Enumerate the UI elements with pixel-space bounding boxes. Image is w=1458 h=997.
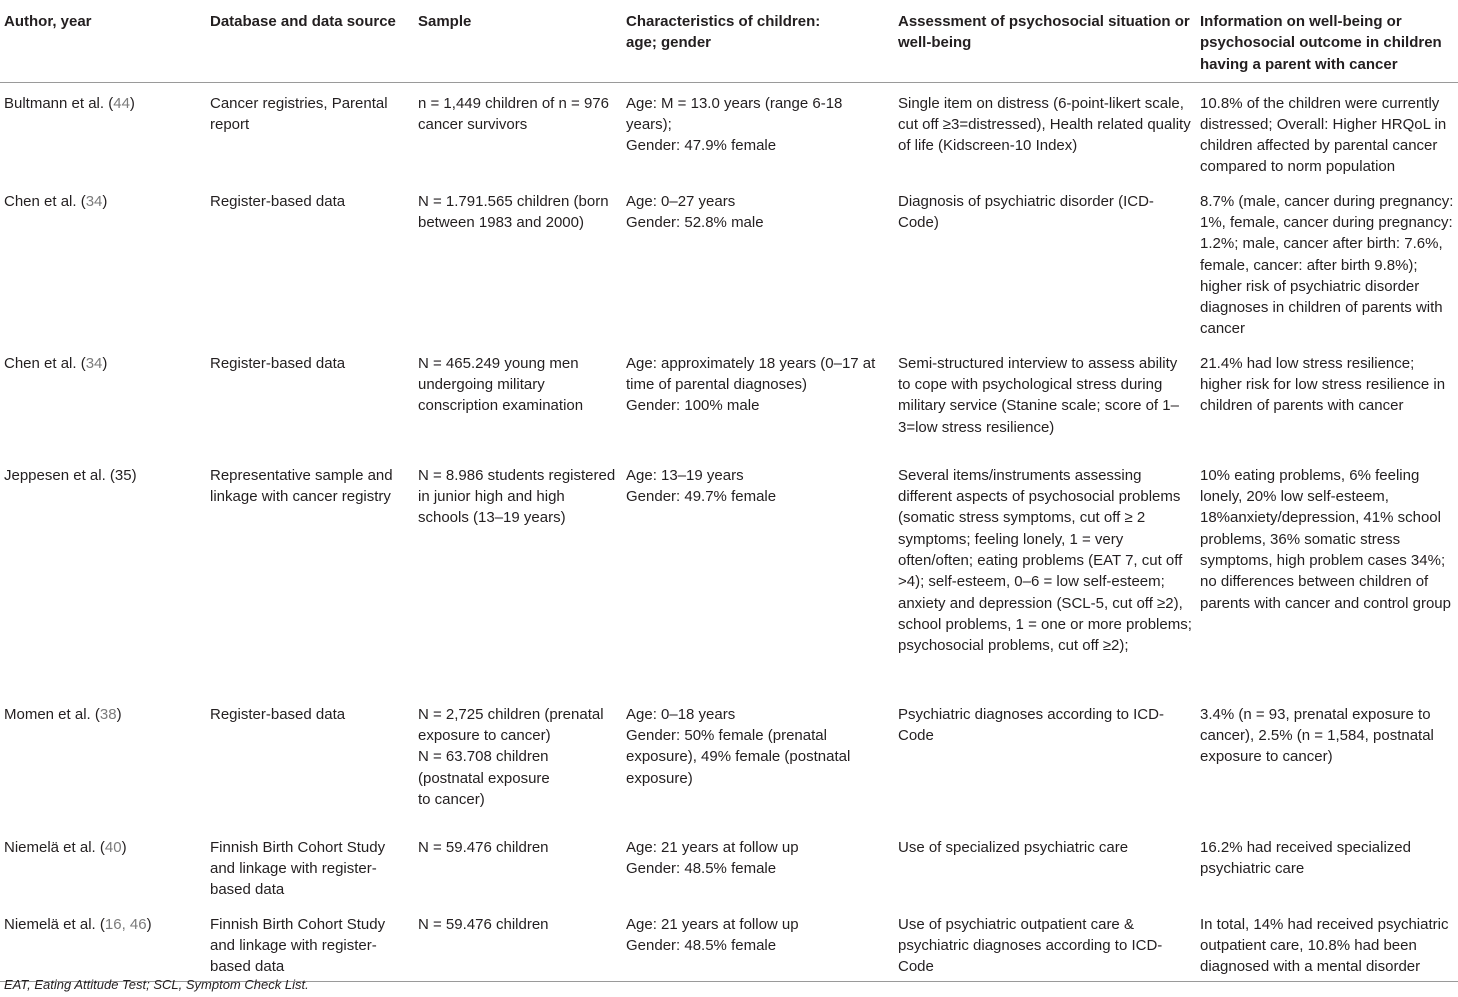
- sample-cell: N = 59.476 children: [418, 838, 549, 856]
- author-name: Niemelä et al.: [4, 838, 96, 856]
- header-characteristics-text: Characteristics of children: age; gender: [626, 13, 821, 52]
- database-cell: Cancer registries, Parental report: [210, 94, 388, 133]
- characteristics-cell: [622, 82, 894, 181]
- assessment-cell: Semi-structured interview to assess ability to cope with psychological stress during military service (Stanine scale; score of 1–3=low stress resilience): [898, 354, 1179, 436]
- table-row: [0, 82, 1458, 181]
- table-header: [0, 0, 1458, 82]
- characteristics-cell: [622, 694, 894, 827]
- author-cell: Momen et al. (38): [4, 705, 122, 723]
- gender-text: Gender: 52.8% male: [626, 213, 764, 231]
- age-text: Age: 0–27 years: [626, 192, 736, 210]
- sample-cell: N = 8.986 students registered in junior high and high schools (13–19 years): [418, 466, 616, 527]
- gender-text: Gender: 48.5% female: [626, 860, 777, 878]
- gender-text: Gender: 100% male: [626, 397, 760, 415]
- age-text: Age: 0–18 years: [626, 705, 736, 723]
- age-text: Age: 13–19 years: [626, 466, 744, 484]
- age-text: Age: 21 years at follow up: [626, 838, 799, 856]
- characteristics-cell: [622, 343, 894, 455]
- gender-text: Gender: 49.7% female: [626, 488, 777, 506]
- citation-link[interactable]: 34: [85, 354, 103, 372]
- table-row: [0, 343, 1458, 455]
- outcome-cell: 10% eating problems, 6% feeling lonely, 20% low self-esteem, 18%anxiety/depression, 41% school problems, 36% somatic stress symptoms, high problem cases 34%; no differences between children of parents with cancer and control group: [1200, 466, 1451, 612]
- outcome-cell: 21.4% had low stress resilience; higher risk for low stress resilience in children of parents with cancer: [1200, 354, 1446, 415]
- sample-cell: N = 59.476 children: [414, 904, 622, 981]
- database-cell: Finnish Birth Cohort Study and linkage with register-based data: [206, 904, 414, 981]
- header-characteristics: [622, 0, 894, 82]
- sample-cell: [414, 694, 622, 827]
- header-outcome: Information on well-being or psychosocial outcome in children having a parent with cancer: [1196, 0, 1458, 82]
- database-cell: Register-based data: [210, 705, 346, 723]
- table-row: [0, 455, 1458, 694]
- outcome-cell: 16.2% had received specialized psychiatric care: [1200, 838, 1411, 878]
- author-cell: Bultmann et al. (44): [4, 94, 135, 112]
- sample-cell: N = 1.791.565 children (born between 1983 and 2000): [418, 192, 609, 231]
- outcome-cell: 10.8% of the children were currently distressed; Overall: Higher HRQoL in children affected by parental cancer compared to norm population: [1200, 94, 1447, 176]
- gender-text: Gender: 48.5% female: [626, 936, 777, 954]
- author-cell: Niemelä et al. (16, 46): [0, 904, 206, 981]
- table-footnote: EAT, Eating Attitude Test; SCL, Symptom Check List.: [4, 977, 309, 992]
- age-text: Age: approximately 18 years (0–17 at time of parental diagnoses): [626, 354, 876, 394]
- table-row: [0, 181, 1458, 343]
- citation-link[interactable]: 44: [113, 94, 130, 112]
- citation-link[interactable]: 16, 46: [104, 915, 147, 933]
- table-row: [0, 904, 1458, 981]
- citation-link[interactable]: 34: [85, 192, 103, 210]
- header-assessment: Assessment of psychosocial situation or well-being: [894, 0, 1196, 82]
- gender-text: Gender: 47.9% female: [626, 137, 777, 155]
- assessment-cell: Use of specialized psychiatric care: [898, 838, 1129, 856]
- header-database: Database and data source: [206, 0, 414, 82]
- author-name: Chen et al.: [4, 192, 77, 210]
- assessment-cell: Use of psychiatric outpatient care & psychiatric diagnoses according to ICD-Code: [894, 904, 1196, 981]
- author-cell: Chen et al. (34): [4, 192, 108, 210]
- author-cell: Jeppesen et al. (35): [4, 466, 137, 484]
- characteristics-cell: [622, 904, 894, 981]
- assessment-cell: Single item on distress (6-point-likert scale, cut off ≥3=distressed), Health related quality of life (Kidscreen-10 Index): [898, 94, 1191, 155]
- author-name: Bultmann et al.: [4, 94, 105, 112]
- characteristics-cell: [622, 181, 894, 343]
- sample-text: N = 2,725 children (prenatal exposure to cancer): [418, 705, 604, 745]
- characteristics-cell: [622, 827, 894, 904]
- citation-link[interactable]: 40: [104, 838, 122, 856]
- author-name: Niemelä et al.: [4, 915, 96, 933]
- assessment-cell: Several items/instruments assessing different aspects of psychosocial problems (somatic stress symptoms, cut off ≥ 2 symptoms; feeling lonely, 1 = very often/often; eating problems (EAT 7, cut off >4); self-esteem, 0–6 = low self-esteem; anxiety and depression (SCL-5, cut off ≥2), school problems, 1 = one or more problems; psychosocial problems, cut off ≥2);: [898, 466, 1192, 655]
- header-sample: Sample: [414, 0, 622, 82]
- table-row: [0, 694, 1458, 827]
- author-cell: Niemelä et al. (40): [4, 838, 127, 856]
- table-body: [0, 82, 1458, 981]
- sample-cell: n = 1,449 children of n = 976 cancer survivors: [418, 94, 609, 133]
- characteristics-cell: [622, 455, 894, 694]
- assessment-cell: Diagnosis of psychiatric disorder (ICD-Code): [898, 192, 1154, 231]
- header-row: [0, 0, 1458, 82]
- author-cell: Chen et al. (34): [4, 354, 108, 372]
- header-author: Author, year: [0, 0, 206, 82]
- gender-text: Gender: 50% female (prenatal exposure), 49% female (postnatal exposure): [626, 727, 851, 787]
- author-name: Momen et al.: [4, 705, 91, 723]
- sample-text-secondary: N = 63.708 children (postnatal exposure to cancer): [418, 748, 550, 808]
- table-row: [0, 827, 1458, 904]
- assessment-cell: Psychiatric diagnoses according to ICD-Code: [898, 705, 1164, 745]
- author-name: Chen et al.: [4, 354, 77, 372]
- outcome-cell: 3.4% (n = 93, prenatal exposure to cancer), 2.5% (n = 1,584, postnatal exposure to cancer): [1200, 705, 1434, 766]
- outcome-cell: 8.7% (male, cancer during pregnancy: 1%, female, cancer during pregnancy: 1.2%; male, cancer after birth: 7.6%, female, cancer: after birth 9.8%); higher risk of psychiatric disorder diagnoses in children of parents with cancer: [1200, 192, 1454, 338]
- database-cell: Finnish Birth Cohort Study and linkage with register-based data: [210, 838, 386, 899]
- sample-cell: N = 465.249 young men undergoing military conscription examination: [418, 354, 584, 415]
- database-cell: Register-based data: [210, 354, 346, 372]
- database-cell: Representative sample and linkage with cancer registry: [210, 466, 393, 506]
- database-cell: Register-based data: [210, 192, 346, 210]
- outcome-cell: In total, 14% had received psychiatric outpatient care, 10.8% had been diagnosed with a mental disorder: [1196, 904, 1458, 981]
- age-text: Age: 21 years at follow up: [626, 915, 799, 933]
- citation-link[interactable]: 38: [99, 705, 117, 723]
- age-text: Age: M = 13.0 years (range 6-18 years);: [626, 94, 843, 133]
